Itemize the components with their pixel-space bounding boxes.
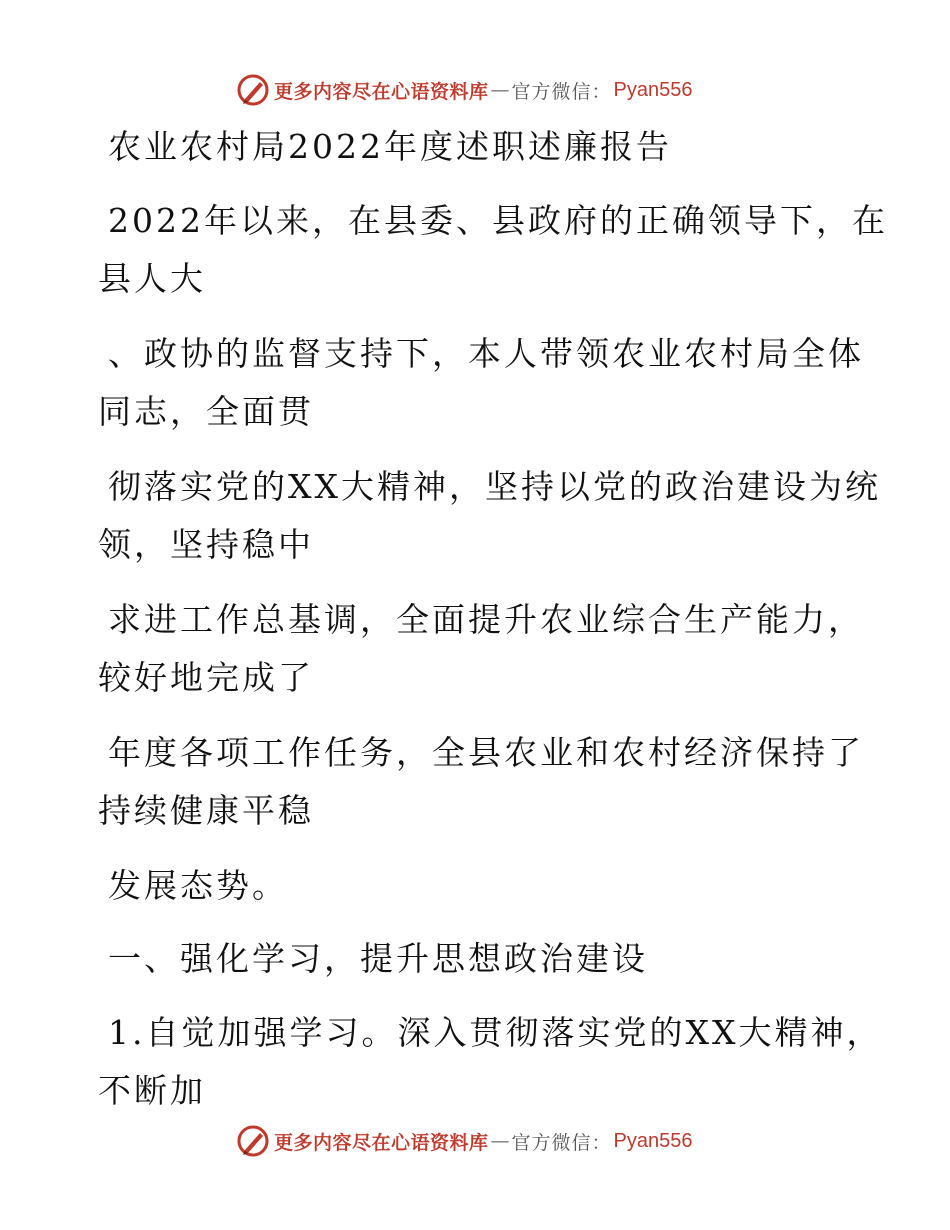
- watermark-sub-text: 官方微信：: [511, 80, 612, 103]
- watermark-wechat-id: Pyan556: [613, 78, 693, 101]
- watermark-separator: —: [490, 79, 510, 101]
- text-line: 彻落实党的XX大精神，坚持以党的政治建设为统: [108, 467, 881, 506]
- text-line: 发展态势。: [108, 866, 288, 905]
- document-title: 农业农村局2022年度述职述廉报告: [108, 127, 672, 166]
- watermark-separator: —: [490, 1130, 510, 1152]
- text-line: 1.自觉加强学习。深入贯彻落实党的XX大精神，: [108, 1013, 883, 1052]
- watermark-main-text: 更多内容尽在心语资料库: [274, 1131, 489, 1154]
- text-line: 同志，全面贯: [98, 392, 314, 431]
- text-line: 不断加: [98, 1071, 206, 1110]
- pen-logo-icon: [236, 73, 270, 107]
- text-line: 2022年以来，在县委、县政府的正确领导下，在: [108, 201, 888, 240]
- text-line: 领，坚持稳中: [98, 525, 314, 564]
- footer-watermark: [236, 1124, 693, 1158]
- section-heading: 一、强化学习，提升思想政治建设: [108, 939, 648, 978]
- watermark-wechat-id: Pyan556: [613, 1129, 693, 1152]
- text-line: 求进工作总基调，全面提升农业综合生产能力，: [108, 600, 864, 639]
- text-line: 持续健康平稳: [98, 791, 314, 830]
- pen-logo-icon: [236, 1124, 270, 1158]
- watermark-sub-text: 官方微信：: [511, 1131, 612, 1154]
- header-watermark: [236, 73, 693, 107]
- text-line: 县人大: [98, 259, 206, 298]
- text-line: 年度各项工作任务，全县农业和农村经济保持了: [108, 733, 864, 772]
- text-line: 、政协的监督支持下，本人带领农业农村局全体: [108, 334, 864, 373]
- watermark-main-text: 更多内容尽在心语资料库: [274, 80, 489, 103]
- text-line: 较好地完成了: [98, 658, 314, 697]
